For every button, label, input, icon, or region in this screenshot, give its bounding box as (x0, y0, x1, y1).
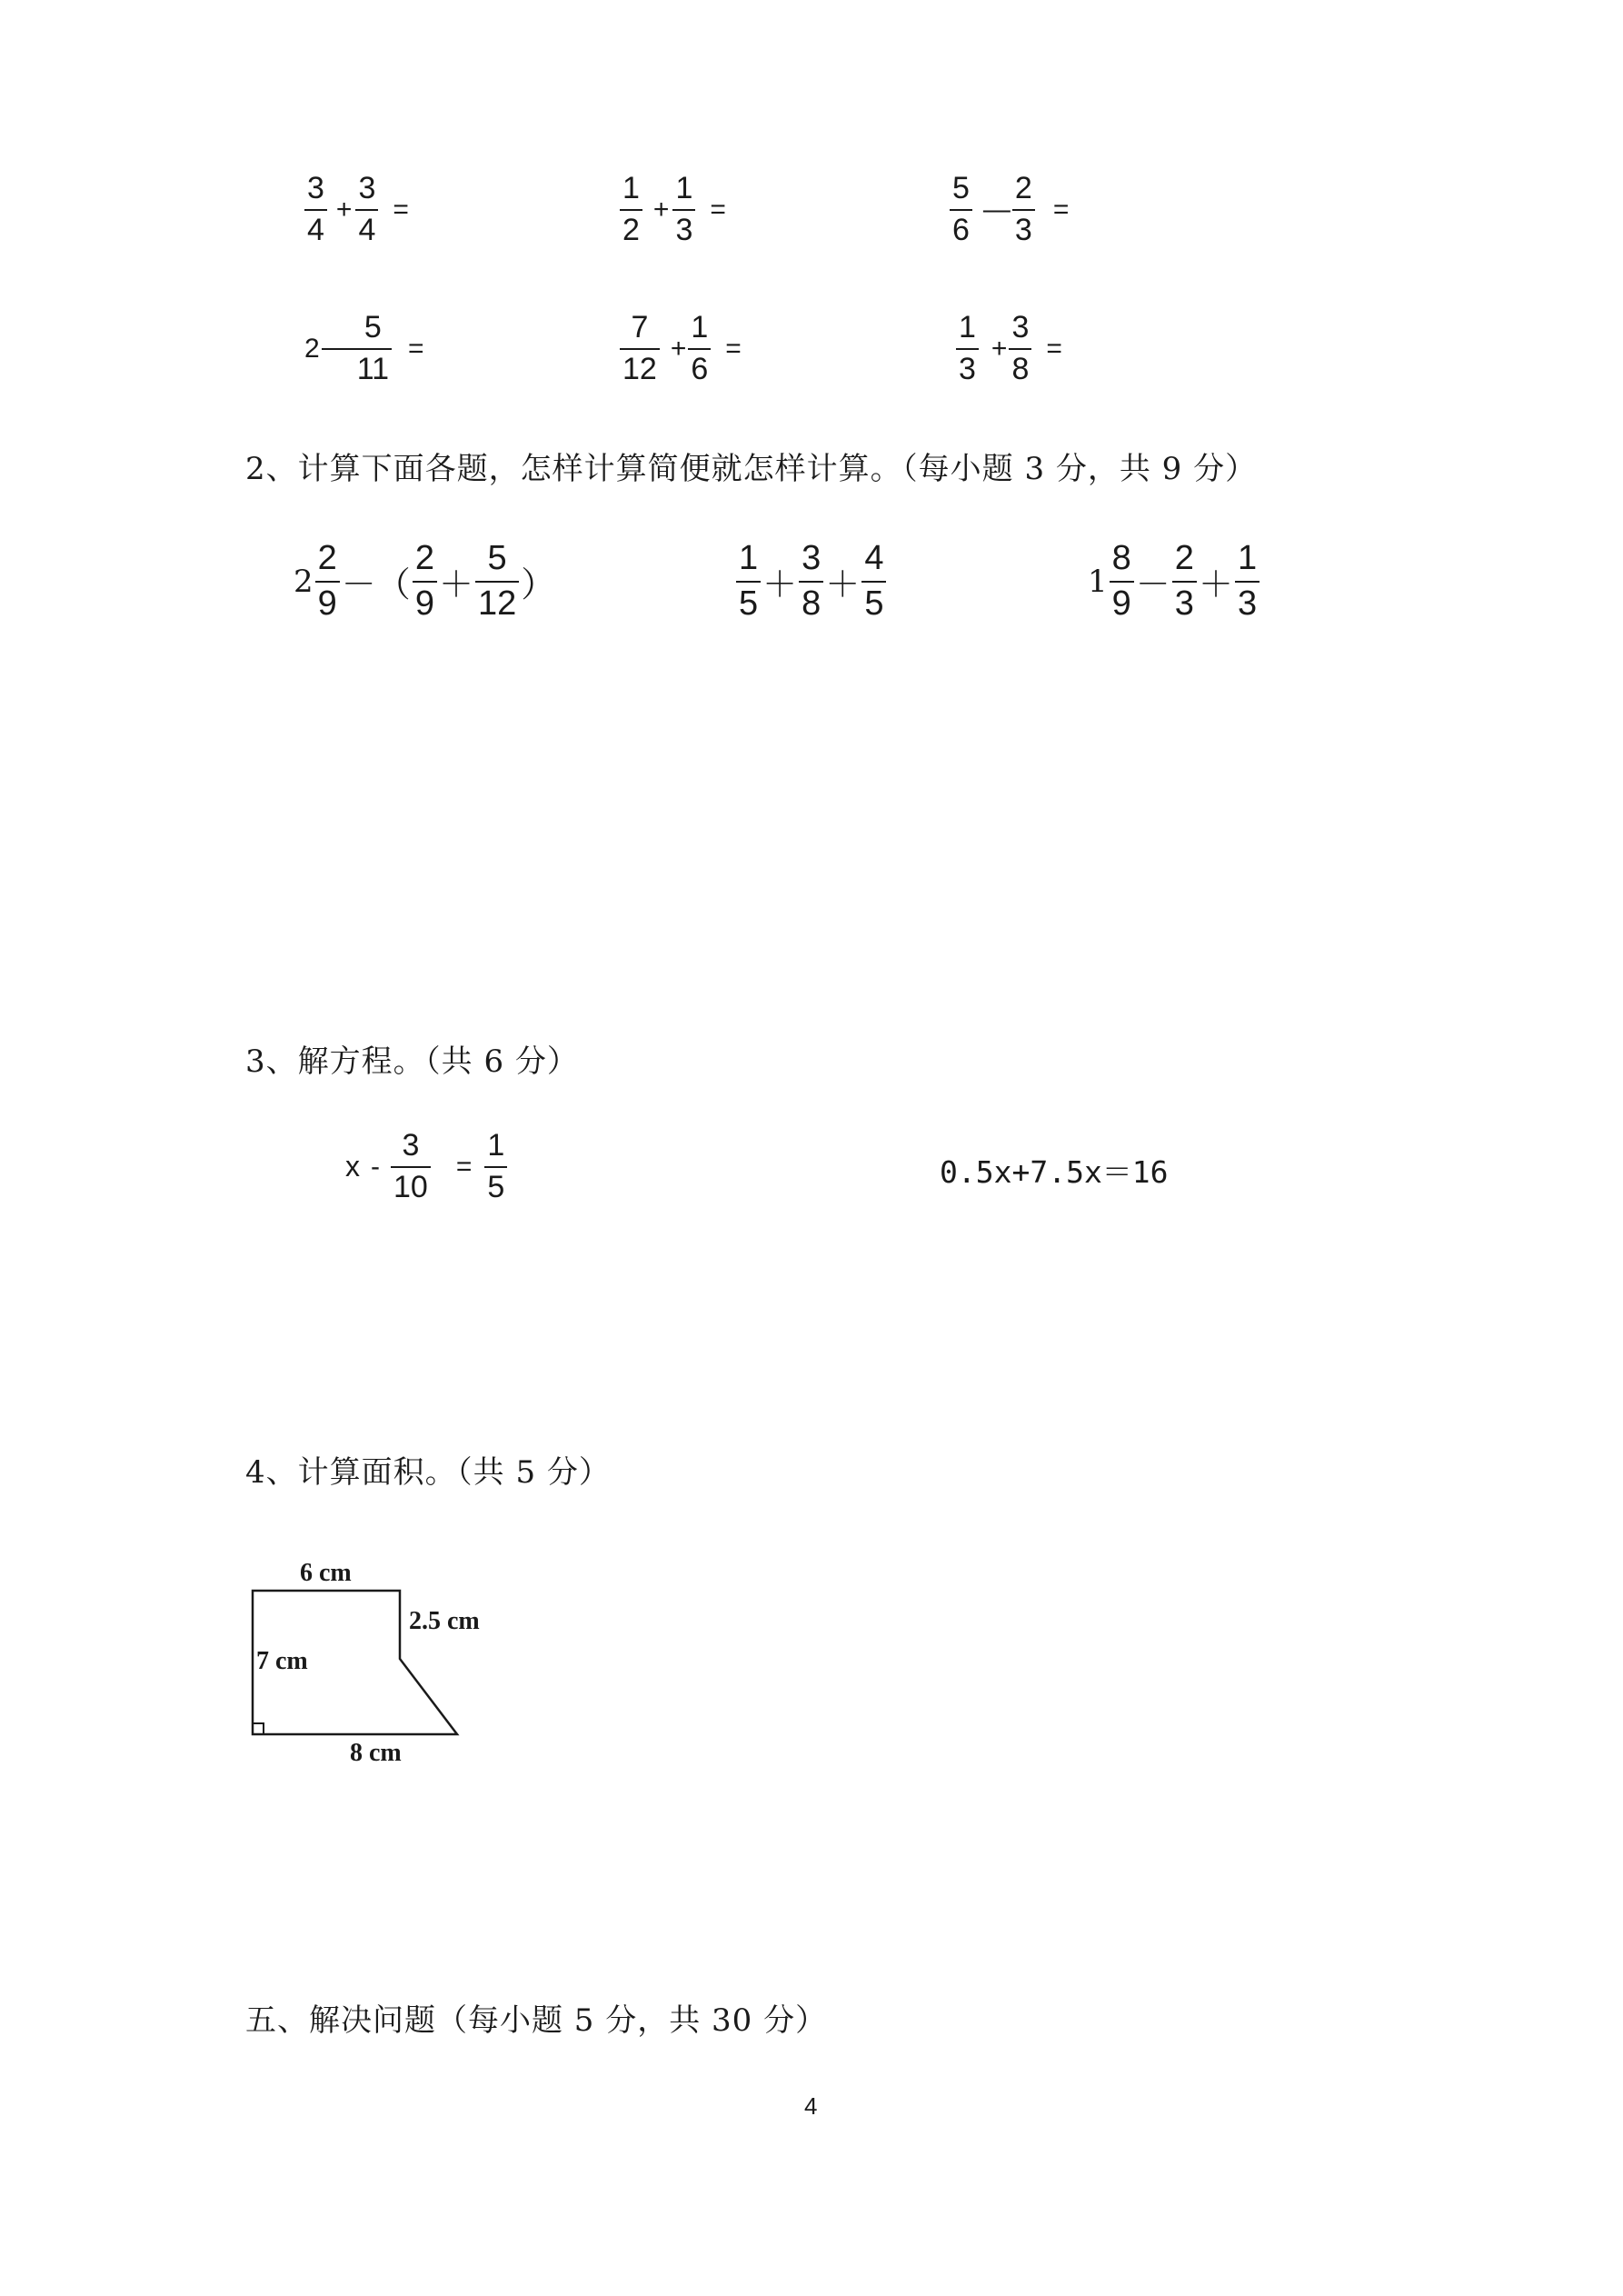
fraction: $\frac{1}{6}$ (688, 312, 711, 385)
q2-heading: 2、计算下面各题，怎样计算简便就怎样计算。（每小题 3 分，共 9 分） (245, 451, 1258, 487)
fraction: $\frac{3}{8}$ (1009, 312, 1031, 385)
fraction: $\frac{2}{3}$ (1012, 173, 1035, 246)
fraction: $\frac{1}{3}$ (1235, 541, 1260, 623)
fraction: $\frac{4}{5}$ (861, 541, 886, 623)
fraction: $\frac{1}{3}$ (956, 312, 979, 385)
fraction: $\frac{5}{12}$ (475, 541, 519, 623)
fraction: $\frac{3}{4}$ (355, 173, 378, 246)
minus-sign (322, 348, 354, 350)
fraction: $\frac{3}{8}$ (799, 541, 823, 623)
fraction: $\frac{2}{9}$ (315, 541, 340, 623)
fraction: $\frac{1}{3}$ (672, 173, 695, 246)
label-left: 7 cm (256, 1647, 308, 1675)
fraction: $\frac{1}{5}$ (484, 1130, 507, 1203)
q2-expr-3: 1 $\frac{8}{9}$ － $\frac{2}{3}$ ＋ $\frac{1}{3}$ (1088, 541, 1261, 623)
area-figure (245, 1559, 518, 1777)
expr-r2c2: $\frac{7}{12}$ + $\frac{1}{6}$ = (618, 312, 742, 385)
q2-expr-2: $\frac{1}{5}$ ＋ $\frac{3}{8}$ ＋ $\frac{4}{5}$ (734, 541, 888, 623)
page-number: 4 (804, 2092, 818, 2120)
expr-r2c3: $\frac{1}{3}$ + $\frac{3}{8}$ = (954, 312, 1062, 385)
expr-r1c3: $\frac{5}{6}$ — $\frac{2}{3}$ = (948, 173, 1069, 246)
right-angle-mark (253, 1723, 264, 1734)
q5-heading: 五、解决问题（每小题 5 分，共 30 分） (245, 2002, 828, 2039)
q3-heading: 3、解方程。（共 6 分） (245, 1043, 579, 1080)
fraction: $\frac{3}{10}$ (391, 1130, 431, 1203)
fraction: $\frac{1}{2}$ (620, 173, 642, 246)
label-bottom: 8 cm (350, 1739, 402, 1767)
label-right: 2.5 cm (409, 1607, 480, 1635)
fraction: $\frac{5}{6}$ (950, 173, 972, 246)
fraction: $\frac{8}{9}$ (1110, 541, 1134, 623)
expr-r1c2: $\frac{1}{2}$ + $\frac{1}{3}$ = (618, 173, 726, 246)
fraction: $\frac{3}{4}$ (304, 173, 327, 246)
fraction: $\frac{5}{11}$ (354, 312, 392, 385)
q3-equation-1: x - $\frac{3}{10}$ = $\frac{1}{5}$ (345, 1130, 509, 1203)
q4-heading: 4、计算面积。（共 5 分） (245, 1454, 611, 1491)
fraction: $\frac{1}{5}$ (736, 541, 761, 623)
expr-r2c1: 2 $\frac{5}{11}$ = (304, 310, 424, 386)
q3-equation-2: 0.5x+7.5x＝16 (940, 1154, 1169, 1190)
fraction: $\frac{2}{9}$ (413, 541, 437, 623)
label-top: 6 cm (300, 1559, 352, 1587)
fraction: $\frac{2}{3}$ (1172, 541, 1197, 623)
expr-r1c1: $\frac{3}{4}$ + $\frac{3}{4}$ = (303, 173, 409, 246)
fraction: $\frac{7}{12}$ (620, 312, 660, 385)
q2-expr-1: 2 $\frac{2}{9}$ － （ $\frac{2}{9}$ ＋ $\frac{5}{12}$ ） (294, 539, 556, 623)
